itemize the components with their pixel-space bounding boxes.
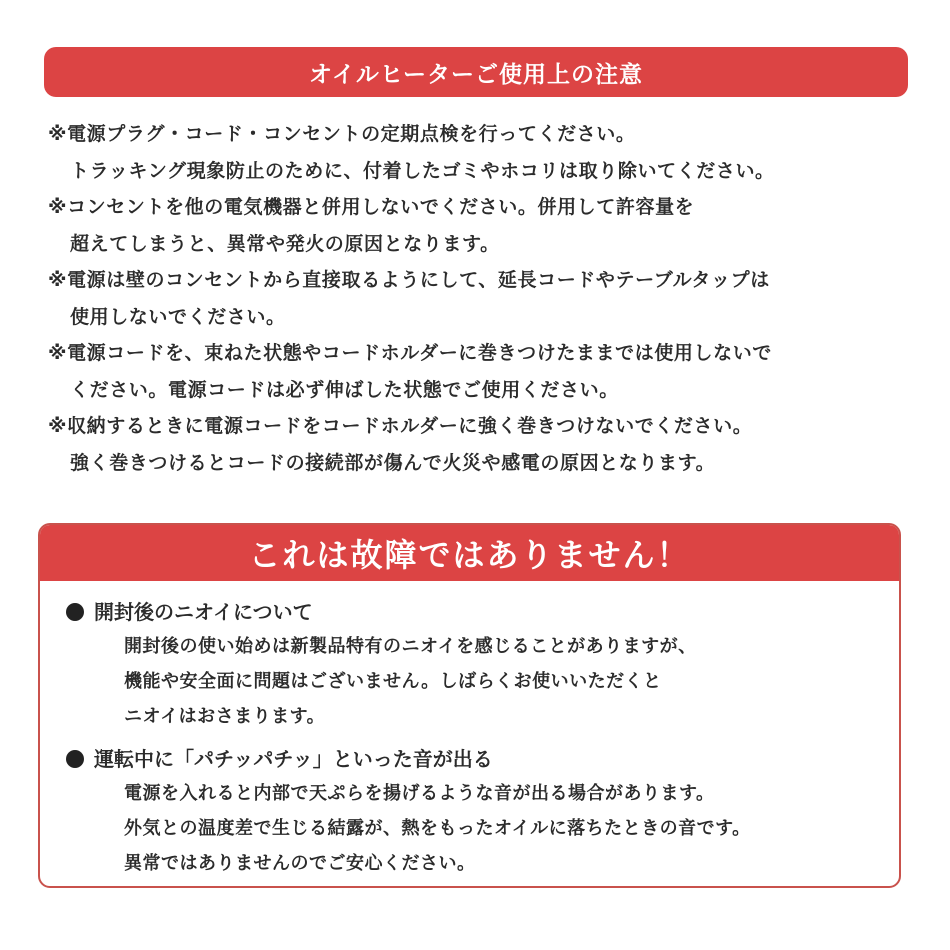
faq-answer (66, 629, 899, 734)
precaution-line: ※電源は壁のコンセントから直接取るようにして、延長コードやテーブルタップは (48, 269, 770, 291)
faq-answer-line: ニオイはおさまります。 (124, 706, 326, 727)
faq-answer-line: 電源を入れると内部で天ぷらを揚げるような音が出る場合があります。 (124, 783, 715, 804)
faq-question (66, 595, 899, 629)
not-a-malfunction-box (38, 523, 901, 888)
faq-question-text: 運転中に「パチッパチッ」といった音が出る (94, 747, 493, 771)
faq-answer (66, 776, 899, 881)
precaution-item (48, 335, 918, 408)
precaution-line: 超えてしまうと、異常や発火の原因となります。 (70, 232, 500, 255)
precaution-item (48, 116, 918, 189)
usage-precautions-banner (44, 47, 908, 97)
faq-answer-line: 機能や安全面に問題はございません。しばらくお使いいただくと (124, 671, 662, 692)
precaution-line: ※電源コードを、束ねた状態やコードホルダーに巻きつけたままでは使用しないで (48, 342, 772, 364)
precaution-line: トラッキング現象防止のために、付着したゴミやホコリは取り除いてください。 (70, 159, 775, 182)
faq-item-crackling-sound (66, 742, 899, 881)
precaution-line: ください。電源コードは必ず伸ばした状態でご使用ください。 (70, 378, 619, 401)
precaution-line: ※電源プラグ・コード・コンセントの定期点検を行ってください。 (48, 123, 636, 145)
faq-question-text: 開封後のニオイについて (94, 600, 313, 624)
precaution-item (48, 189, 918, 262)
faq-answer-line: 異常ではありませんのでご安心ください。 (124, 853, 476, 874)
precaution-line: 強く巻きつけるとコードの接続部が傷んで火災や感電の原因となります。 (70, 451, 716, 474)
precautions-list (48, 116, 918, 481)
precaution-line: ※コンセントを他の電気機器と併用しないでください。併用して許容量を (48, 196, 695, 218)
precaution-line: 使用しないでください。 (70, 305, 286, 328)
bullet-icon (66, 603, 84, 621)
faq-question (66, 742, 899, 776)
precaution-line: ※収納するときに電源コードをコードホルダーに強く巻きつけないでください。 (48, 415, 753, 437)
banner-title: オイルヒーターご使用上の注意 (309, 61, 643, 88)
faq-answer-line: 開封後の使い始めは新製品特有のニオイを感じることがありますが、 (124, 636, 697, 657)
faq-item-odor (66, 595, 899, 734)
precaution-item (48, 262, 918, 335)
bullet-icon (66, 750, 84, 768)
faq-title: これは故障ではありません！ (248, 536, 691, 574)
faq-answer-line: 外気との温度差で生じる結露が、熱をもったオイルに落ちたときの音です。 (124, 818, 751, 839)
faq-header (40, 525, 899, 581)
faq-body (40, 581, 899, 881)
precaution-item (48, 408, 918, 481)
